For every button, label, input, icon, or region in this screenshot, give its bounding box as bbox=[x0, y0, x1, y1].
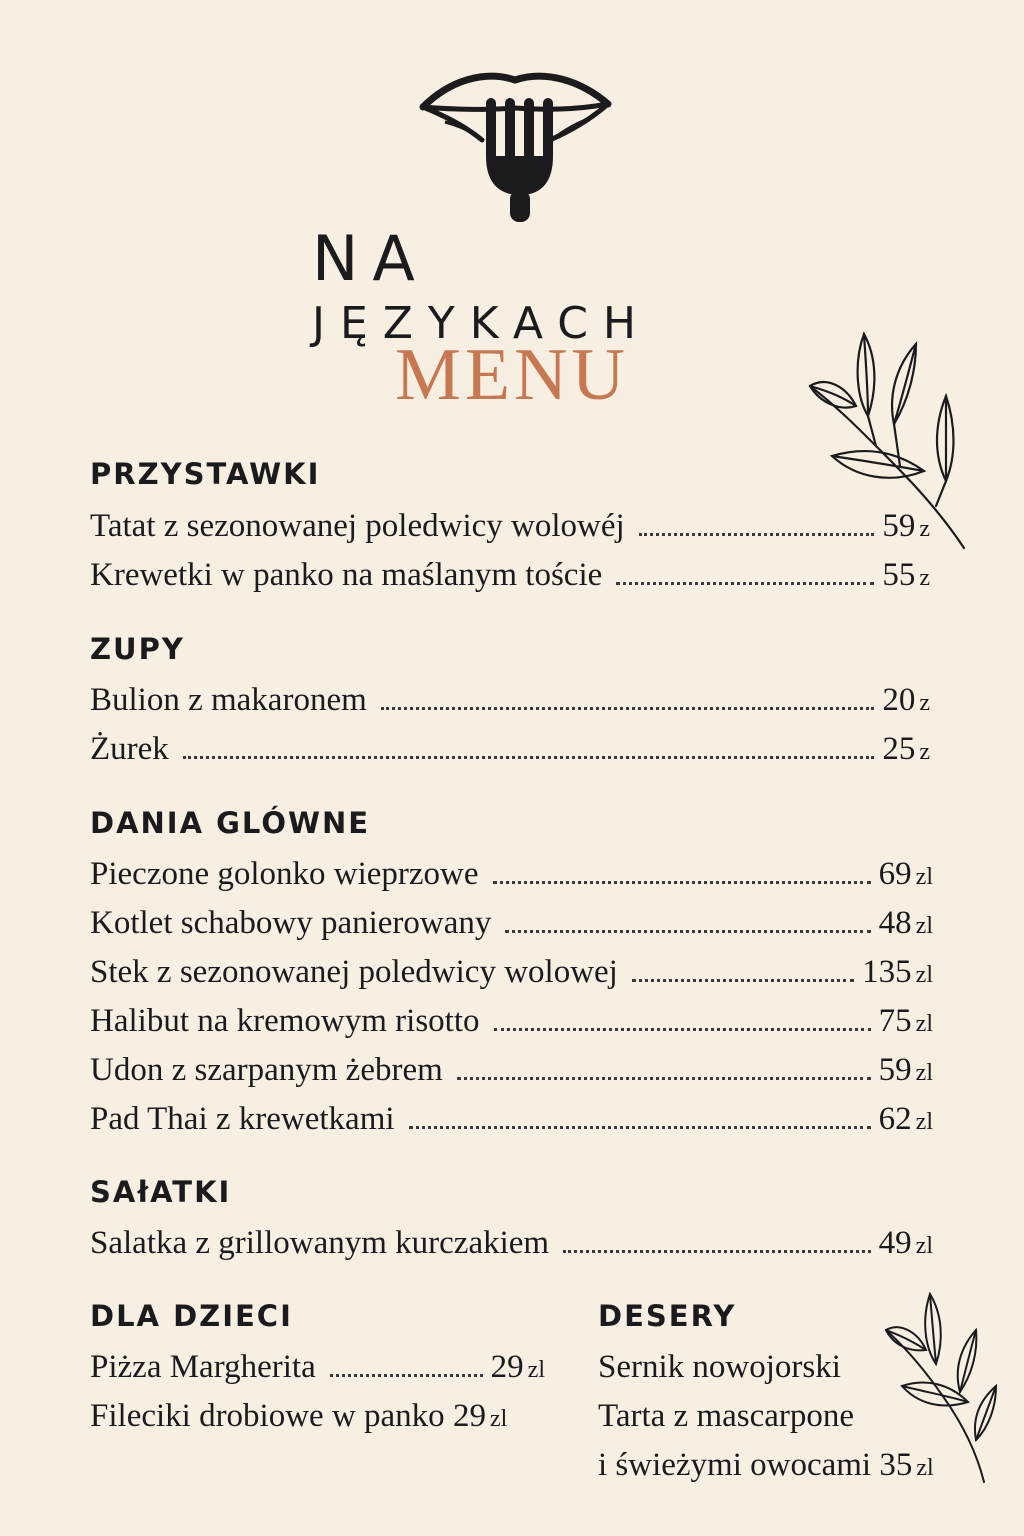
menu-item: Bulion z makaronem 20 z bbox=[90, 682, 930, 718]
dessert-line: Sernik nowojorski bbox=[598, 1349, 841, 1385]
section-title-dania: DANIA GLÓWNE bbox=[90, 806, 371, 840]
brand-name-line1: NA bbox=[312, 222, 429, 295]
section-title-desery: DESERY bbox=[598, 1299, 737, 1333]
dessert-line: i świeżymi owocami 35 zl bbox=[598, 1447, 934, 1483]
menu-item: Salatka z grillowanym kurczakiem 49 zl bbox=[90, 1225, 933, 1261]
menu-item: Udon z szarpanym żebrem 59 zl bbox=[90, 1052, 933, 1088]
brand-name-line2: JĘZYKACH bbox=[312, 298, 652, 349]
leaf-branch-icon bbox=[880, 1290, 1000, 1486]
section-title-dzieci: DLA DZIECI bbox=[90, 1299, 293, 1333]
dessert-line: Tarta z mascarpone bbox=[598, 1398, 855, 1434]
menu-item: Kotlet schabowy panierowany 48 zl bbox=[90, 905, 933, 941]
menu-item: Pieczone golonko wieprzowe 69 zl bbox=[90, 856, 933, 892]
menu-item: Tatat z sezonowanej poledwicy wolowéj 59 z bbox=[90, 508, 930, 544]
menu-item: Stek z sezonowanej poledwicy wolowej 135 zl bbox=[90, 954, 933, 990]
menu-item: Żurek 25 z bbox=[90, 731, 930, 767]
menu-item: Halibut na kremowym risotto 75 zl bbox=[90, 1003, 933, 1039]
page-title: MENU bbox=[395, 334, 629, 416]
logo bbox=[300, 60, 720, 349]
menu-item: Piżza Margherita 29 zl bbox=[90, 1349, 545, 1385]
menu-item: Pad Thai z krewetkami 62 zl bbox=[90, 1101, 933, 1137]
section-title-przystawki: PRZYSTAWKI bbox=[90, 457, 321, 491]
menu-item: Fileciki drobiowe w panko 29 zl bbox=[90, 1398, 508, 1434]
section-title-salatki: SAłATKI bbox=[90, 1175, 232, 1209]
section-title-zupy: ZUPY bbox=[90, 632, 185, 666]
menu-item: Krewetki w panko na maślanym toście 55 z bbox=[90, 557, 930, 593]
